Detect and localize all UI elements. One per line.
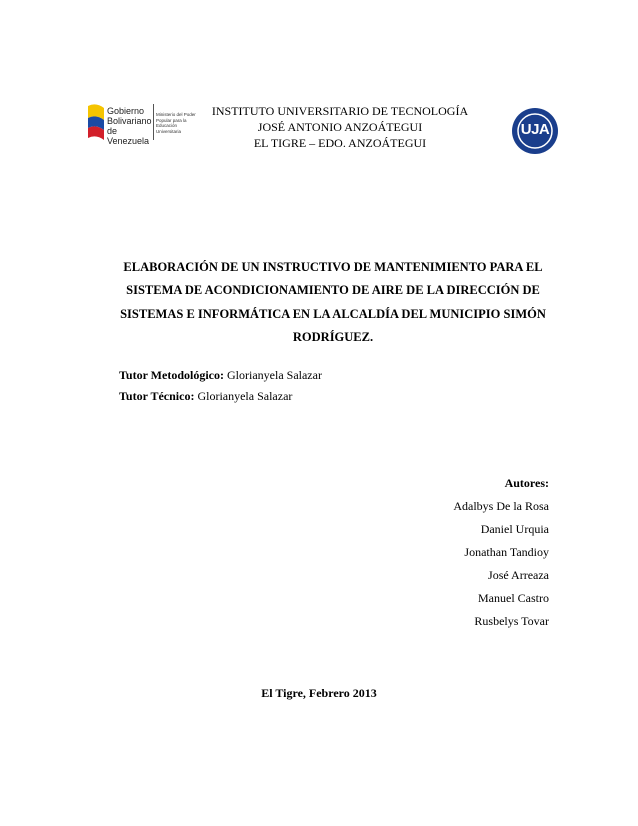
title-line-2: SISTEMA DE ACONDICIONAMIENTO DE AIRE DE LA DIRECCIÓN DE xyxy=(126,283,540,298)
title-line-1: ELABORACIÓN DE UN INSTRUCTIVO DE MANTENIMIENTO PARA EL xyxy=(123,260,543,274)
author-name: Rusbelys Tovar xyxy=(474,614,549,628)
tutor-metodologico xyxy=(119,368,322,383)
header-line-3: EL TIGRE – EDO. ANZOÁTEGUI xyxy=(253,136,427,150)
header-line-1: INSTITUTO UNIVERSITARIO DE TECNOLOGÍA xyxy=(211,104,469,118)
title-line-3: SISTEMAS E INFORMÁTICA EN LA ALCALDÍA DEL MUNICIPIO SIMÓN xyxy=(120,306,546,321)
title-line-4: RODRÍGUEZ. xyxy=(292,329,374,344)
tutor-tecnico-name: Glorianyela Salazar xyxy=(197,389,293,403)
author-name: Adalbys De la Rosa xyxy=(453,499,549,513)
tutor-metodologico-name: Glorianyela Salazar xyxy=(227,368,322,382)
uja-logo xyxy=(510,106,560,156)
authors-block xyxy=(453,472,549,633)
tutor-tecnico-label: Tutor Técnico: xyxy=(119,389,195,403)
uja-logo-text: UJA xyxy=(520,121,550,138)
gobierno-bolivariano-logo xyxy=(86,100,198,144)
gobierno-brand-text: Gobierno Bolivariano de Venezuela xyxy=(107,106,152,146)
authors-heading: Autores: xyxy=(504,476,549,490)
header-line-2: JOSÉ ANTONIO ANZOÁTEGUI xyxy=(257,120,423,134)
author-name: Jonathan Tandioy xyxy=(464,545,549,559)
tutor-metodologico-label: Tutor Metodológico: xyxy=(119,368,224,382)
tutor-tecnico xyxy=(119,389,292,404)
author-name: Daniel Urquia xyxy=(480,522,549,536)
ministry-text: Ministerio del Poder Popular para la Educación Universitaria xyxy=(156,112,196,134)
author-name: José Arreaza xyxy=(488,568,549,582)
document-title xyxy=(100,256,566,349)
place-date: El Tigre, Febrero 2013 xyxy=(261,686,377,700)
institution-header xyxy=(190,103,490,151)
author-name: Manuel Castro xyxy=(478,591,549,605)
